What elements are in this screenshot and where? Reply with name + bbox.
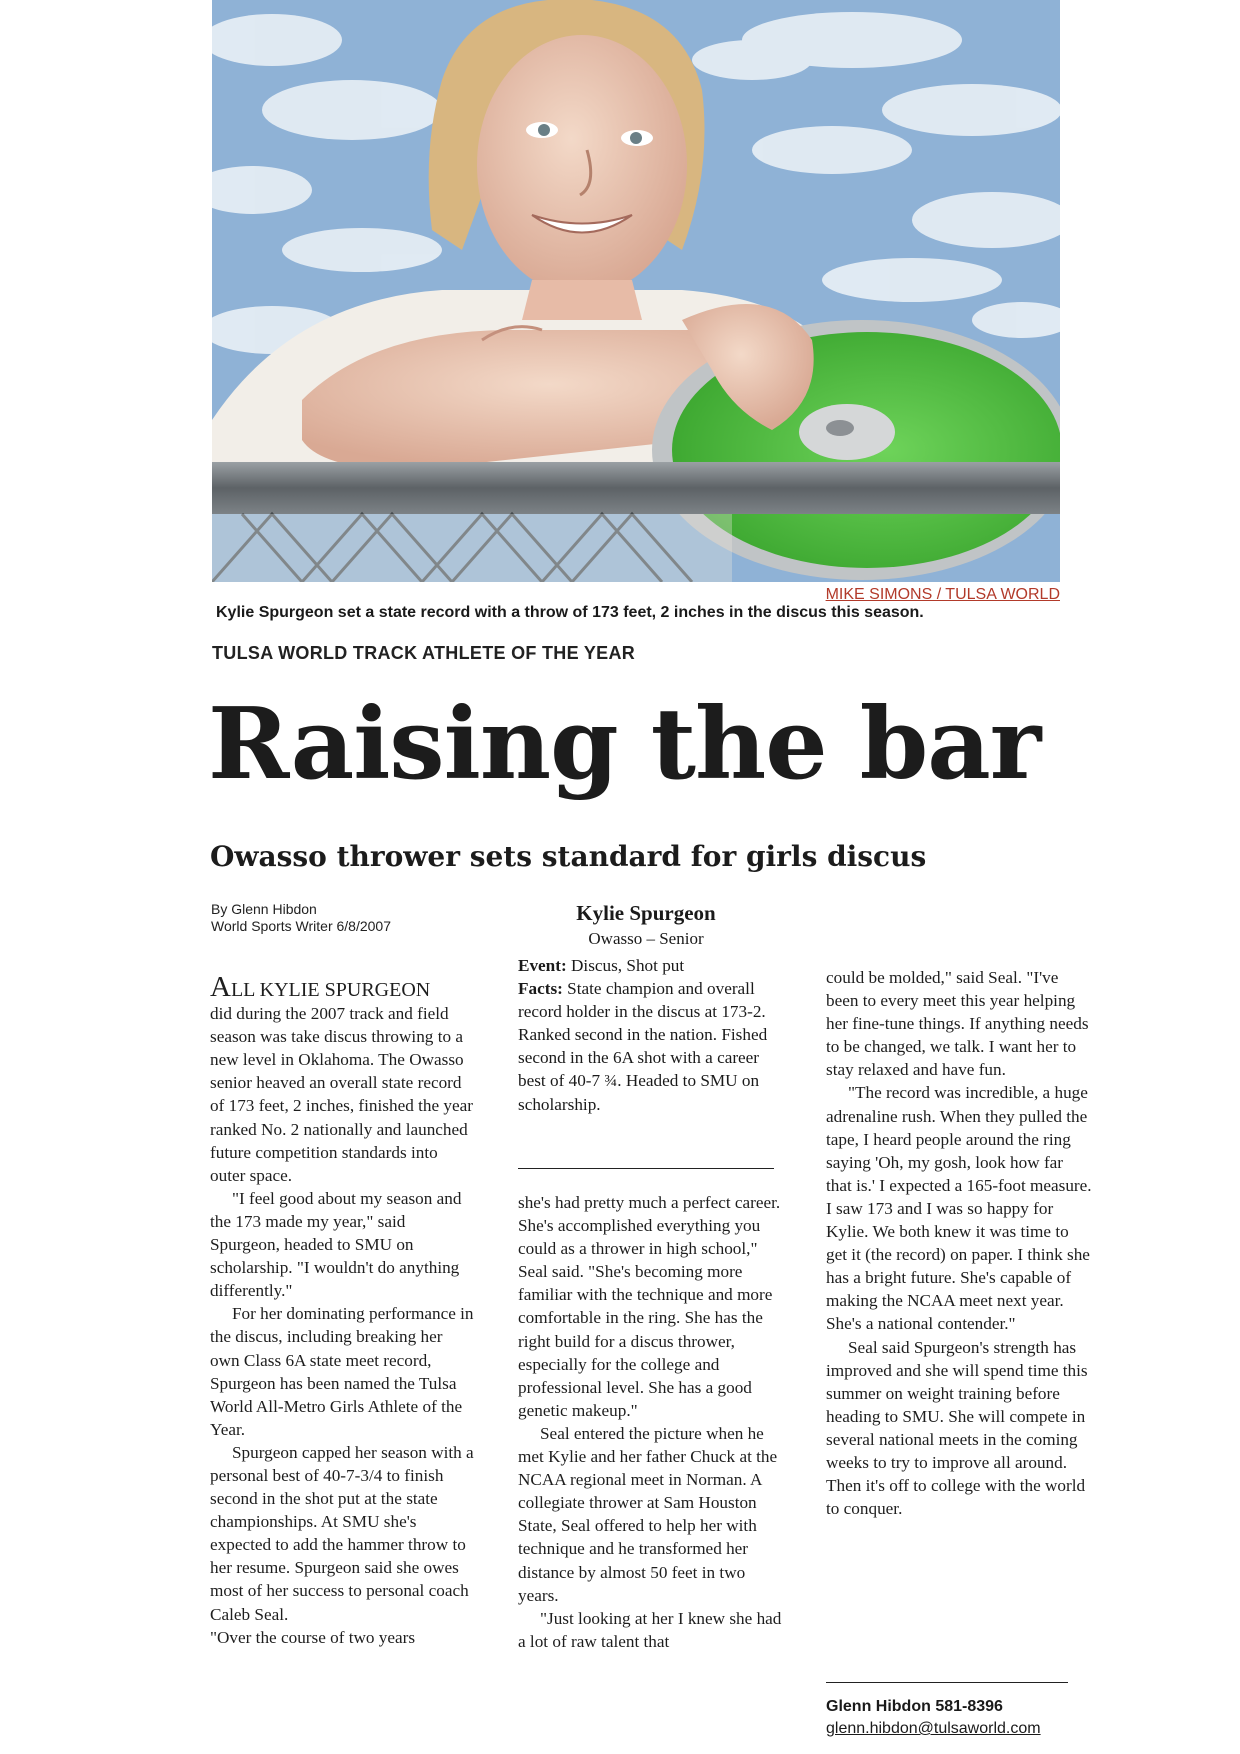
paragraph: could be molded," said Seal. "I've been to every meet this year helping her fine-tune things. If anything needs to be changed, we talk. I want her to stay relaxed and have fun. (826, 968, 1089, 1080)
paragraph: Spurgeon capped her season with a personal best of 40-7-3/4 to finish second in the shot put at the state championships. At SMU she's expected to add the hammer throw to her resume. Spurgeon said she owes most of her success to personal coach Caleb Seal. (210, 1442, 474, 1624)
author-signature (826, 1696, 1041, 1740)
paragraph: "I feel good about my season and the 173 made my year," said Spurgeon, headed to SMU on scholarship. "I wouldn't do anything differently." (210, 1188, 462, 1301)
lead-caps: LL KYLIE SPURGEON (230, 979, 431, 1001)
paragraph: "Over the course of two years (210, 1627, 416, 1647)
facts-value: State champion and overall record holder in the discus at 173-2. Ranked second in the nation. Fished second in the 6A shot with a career best of 40-7 ¾. Headed to SMU on scholarship. (518, 979, 768, 1114)
article-photo (212, 0, 1060, 582)
paragraph: For her dominating performance in the discus, including breaking her own Class 6A state meet record, Spurgeon has been named the Tulsa World All-Metro Girls Athlete of the Year. (210, 1304, 474, 1439)
paragraph: Seal said Spurgeon's strength has improved and she will spend time this summer on weight training before heading to SMU. She will compete in several national meets in the coming weeks to try to improve all around. Then it's off to college with the world to conquer. (826, 1337, 1088, 1519)
article-column-2 (518, 1191, 784, 1653)
drop-cap: A (210, 971, 231, 1003)
lead-paragraph (210, 971, 476, 1187)
byline-author: By Glenn Hibdon (211, 901, 317, 917)
lead-text: did during the 2007 track and field season was take discus throwing to a new level in Oklahoma. The Owasso senior heaved an overall state record of 173 feet, 2 inches, finished the year ranked No. 2 nationally and launched future competition standards into outer space. (210, 1004, 473, 1185)
factbox-event (518, 954, 774, 977)
event-label: Event: (518, 956, 567, 975)
byline (211, 901, 391, 935)
author-name-phone: Glenn Hibdon 581-8396 (826, 1698, 1003, 1715)
paragraph: she's had pretty much a perfect career. She's accomplished everything you could as a thrower in high school," Seal said. "She's becoming more familiar with the technique and more comfortable in the ring. She has the right build for a discus thrower, especially for the college and professional level. She has a good genetic makeup." (518, 1193, 781, 1420)
article-column-1 (210, 971, 476, 1649)
photo-caption: Kylie Spurgeon set a state record with a throw of 173 feet, 2 inches in the discus this season. (216, 604, 924, 621)
signature-divider (826, 1682, 1068, 1683)
author-email-link[interactable]: glenn.hibdon@tulsaworld.com (826, 1720, 1041, 1737)
paragraph: "The record was incredible, a huge adrenaline rush. When they pulled the tape, I heard people around the ring saying 'Oh, my gosh, look how far that is.' I expected a 165-foot measure. I saw 173 and I was so happy for Kylie. We both knew it was time to get it (the record) on paper. I think she has a bright future. She's capable of making the NCAA meet next year. She's a national contender." (826, 1083, 1092, 1334)
photo-credit: MIKE SIMONS / TULSA WORLD (825, 586, 1060, 603)
subheadline: Owasso thrower sets standard for girls discus (210, 840, 927, 873)
factbox-divider (518, 1168, 774, 1169)
event-value: Discus, Shot put (571, 956, 685, 975)
athlete-photo-illustration (212, 0, 1060, 582)
paragraph: "Just looking at her I knew she had a lot of raw talent that (518, 1608, 782, 1651)
article-column-3 (826, 966, 1092, 1520)
section-kicker: TULSA WORLD TRACK ATHLETE OF THE YEAR (212, 643, 636, 663)
athlete-factbox (518, 900, 774, 1116)
factbox-facts (518, 977, 774, 1116)
paragraph: Seal entered the picture when he met Kylie and her father Chuck at the NCAA regional meet in Norman. A collegiate thrower at Sam Houston State, Seal offered to help her with technique and he transformed her distance by almost 50 feet in two years. (518, 1423, 778, 1605)
byline-role-date: World Sports Writer 6/8/2007 (211, 918, 392, 934)
factbox-team: Owasso – Senior (588, 929, 704, 948)
factbox-name: Kylie Spurgeon (576, 901, 716, 925)
headline: Raising the bar (208, 687, 1041, 802)
facts-label: Facts: (518, 979, 563, 999)
